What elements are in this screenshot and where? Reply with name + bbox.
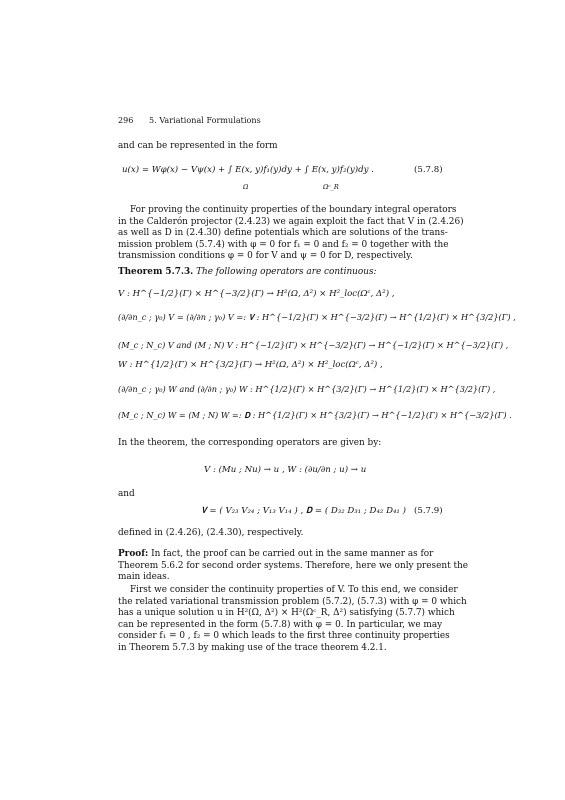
theorem-heading bbox=[118, 267, 377, 277]
text-line: has a unique solution u in H²(Ω, Δ²) × H²(Ωᶜ_R, Δ²) satisfying (5.7.7) which bbox=[118, 608, 455, 619]
operator-definitions: V : (Mu ; Nu) → u , W : (∂u/∂n ; u) → u bbox=[204, 465, 367, 475]
text-line: in the Calderón projector (2.4.23) we again exploit the fact that V in (2.4.26) bbox=[118, 216, 464, 227]
equation-number-5-7-9: (5.7.9) bbox=[414, 506, 443, 516]
text-line: mission problem (5.7.4) with φ = 0 for f₁ = 0 and f₂ = 0 together with the bbox=[118, 239, 449, 250]
paragraph-calderon bbox=[118, 205, 464, 265]
running-title: 5. Variational Formulations bbox=[149, 116, 261, 125]
theorem-line-4: W : H^{1/2}(Γ) × H^{3/2}(Γ) → H²(Ω, Δ²) × H²_loc(Ωᶜ, Δ²) , bbox=[118, 360, 383, 370]
text-line: can be represented in the form (5.7.8) with φ = 0. In particular, we may bbox=[118, 619, 443, 630]
proof-first-line bbox=[118, 549, 447, 561]
equation-5-7-9: 𝐕 = ( V₂₃ V₂₄ ; V₁₃ V₁₄ ) , 𝐃 = ( D₃₂ D₃₁ ; D₄₂ D₄₁ ) bbox=[201, 506, 406, 516]
text-line: For proving the continuity properties of the boundary integral operators bbox=[130, 205, 457, 215]
text-line: transmission conditions φ = 0 for V and ψ = 0 for D, respectively. bbox=[118, 251, 413, 262]
theorem-line-6: (M_c ; N_c) W = (M ; N) W =: 𝐃 : H^{1/2}(Γ) × H^{3/2}(Γ) → H^{−1/2}(Γ) × H^{−3/2}(Γ) . bbox=[118, 410, 512, 420]
theorem-statement: The following operators are continuous: bbox=[196, 267, 377, 277]
proof-label: Proof: bbox=[118, 549, 149, 559]
text-line: consider f₁ = 0 , f₂ = 0 which leads to the first three continuity properties bbox=[118, 631, 450, 642]
in-theorem-line: In the theorem, the corresponding operators are given by: bbox=[118, 438, 382, 448]
equation-5-7-8: u(x) = Wφ(x) − Vψ(x) + ∫ E(x, y)f₁(y)dy + ∫ E(x, y)f₂(y)dy . bbox=[122, 165, 374, 175]
theorem-line-3: (M_c ; N_c) V and (M ; N) V : H^{−1/2}(Γ) × H^{−3/2}(Γ) → H^{−1/2}(Γ) × H^{−3/2}(Γ) , bbox=[118, 340, 509, 350]
text-line: First we consider the continuity properties of V. To this end, we consider bbox=[130, 585, 458, 595]
theorem-label: Theorem 5.7.3. bbox=[118, 267, 194, 277]
text-line: in Theorem 5.7.3 by making use of the trace theorem 4.2.1. bbox=[118, 643, 387, 653]
text-line: In fact, the proof can be carried out in the same manner as for bbox=[151, 549, 434, 559]
theorem-line-1: V : H^{−1/2}(Γ) × H^{−3/2}(Γ) → H²(Ω, Δ²) × H²_loc(Ωᶜ, Δ²) , bbox=[118, 289, 395, 299]
intro-line: and can be represented in the form bbox=[118, 141, 278, 151]
and-word: and bbox=[118, 489, 135, 499]
page-number: 296 bbox=[118, 116, 134, 125]
equation-number-5-7-8: (5.7.8) bbox=[414, 165, 443, 175]
text-line: main ideas. bbox=[118, 572, 170, 583]
theorem-line-2: (∂/∂n_c ; γ₀) V = (∂/∂n ; γ₀) V =: 𝐕 : H^{−1/2}(Γ) × H^{−3/2}(Γ) → H^{1/2}(Γ) × H^{3/2}(Γ) , bbox=[118, 312, 516, 322]
text-line: the related variational transmission problem (5.7.2), (5.7.3) with φ = 0 which bbox=[118, 596, 467, 607]
proof-paragraph bbox=[118, 549, 468, 585]
integral-domain-omega-r: Ωᶜ_R bbox=[323, 183, 339, 191]
text-line: Theorem 5.6.2 for second order systems. Therefore, here we only present the bbox=[118, 560, 468, 571]
integral-domain-omega: Ω bbox=[243, 183, 249, 191]
defined-line: defined in (2.4.26), (2.4.30), respectively. bbox=[118, 528, 304, 538]
text-line: as well as D in (2.4.30) define potentials which are solutions of the trans- bbox=[118, 228, 448, 239]
theorem-line-5: (∂/∂n_c ; γ₀) W and (∂/∂n ; γ₀) W : H^{1/2}(Γ) × H^{3/2}(Γ) → H^{1/2}(Γ) × H^{3/2}(Γ) , bbox=[118, 384, 496, 394]
paragraph-continuity bbox=[118, 585, 467, 657]
